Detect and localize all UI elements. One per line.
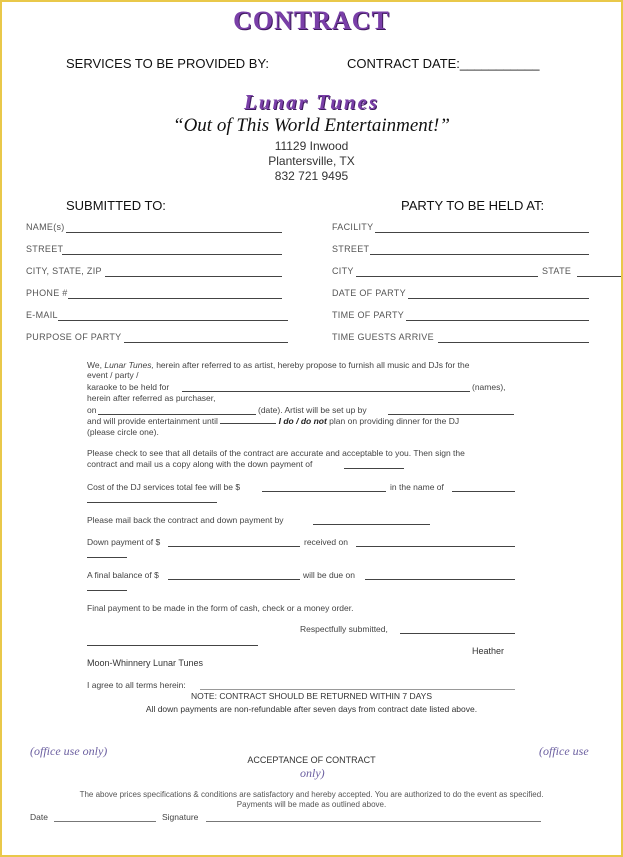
due-on-label: will be due on: [303, 570, 355, 580]
down-payment-continued-line[interactable]: [87, 557, 127, 558]
nonrefundable-note: All down payments are non-refundable after seven days from contract date listed above.: [145, 704, 478, 714]
facility-street-input-line[interactable]: [370, 254, 589, 255]
signature-label: Signature: [162, 812, 199, 822]
time-guests-arrive-input-line[interactable]: [438, 342, 589, 343]
intro-we: We,: [87, 360, 102, 370]
date-label: Date: [30, 812, 48, 822]
due-on-input-line[interactable]: [365, 579, 515, 580]
mail-back-label: Please mail back the contract and down payment by: [87, 515, 284, 525]
final-payment-form: Final payment to be made in the form of cash, check or a money order.: [87, 603, 354, 613]
signer-full-name: Moon-Whinnery Lunar Tunes: [87, 658, 204, 668]
intro-karaoke: karaoke to be held for: [87, 382, 170, 392]
acceptance-text-line1: The above prices specifications & conditions are satisfactory and hereby accepted. You are authorized to do the event as specified.: [79, 790, 544, 799]
intro-circle-one: (please circle one).: [87, 427, 159, 437]
office-use-only-suffix: only): [300, 766, 325, 780]
field-label-date-of-party: DATE OF PARTY: [332, 288, 406, 298]
intro-on: on: [87, 405, 97, 415]
purpose-input-line[interactable]: [124, 342, 288, 343]
field-label-facility: FACILITY: [332, 222, 374, 232]
company-tagline: “Out of This World Entertainment!”: [173, 115, 450, 136]
document-title: CONTRACT: [233, 6, 390, 35]
received-on-label: received on: [304, 537, 348, 547]
company-address-line2: Plantersville, TX: [268, 154, 355, 168]
intro-purchaser: herein after referred as purchaser,: [87, 393, 216, 403]
field-label-name: NAME(s): [26, 222, 65, 232]
field-label-purpose: PURPOSE OF PARTY: [26, 332, 122, 342]
field-label-email: E-MAIL: [26, 310, 58, 320]
agree-signature-line[interactable]: [200, 689, 515, 690]
intro-dinner: plan on providing dinner for the DJ: [329, 416, 460, 426]
intro-do-do-not: I do / do not: [278, 416, 327, 426]
return-note: NOTE: CONTRACT SHOULD BE RETURNED WITHIN 7 DAYS: [190, 691, 432, 701]
final-balance-label: A final balance of $: [87, 570, 159, 580]
acceptance-date-line[interactable]: [54, 821, 156, 822]
facility-input-line[interactable]: [375, 232, 589, 233]
intro-text: herein after referred to as artist, hereby propose to furnish all music and DJs for the: [156, 360, 470, 370]
company-logo: Lunar Tunes: [243, 90, 379, 114]
setup-time-input-line[interactable]: [388, 414, 514, 415]
street-input-line[interactable]: [62, 254, 282, 255]
in-the-name-of-label: in the name of: [390, 482, 444, 492]
services-label: SERVICES TO BE PROVIDED BY:: [66, 56, 270, 71]
city-state-zip-input-line[interactable]: [105, 276, 282, 277]
time-of-party-input-line[interactable]: [406, 320, 589, 321]
respectfully-signature-line[interactable]: [400, 633, 515, 634]
company-phone: 832 721 9495: [274, 169, 349, 183]
mail-back-date-line[interactable]: [313, 524, 430, 525]
down-payment-amount-line[interactable]: [344, 468, 404, 469]
in-the-name-of-input-line[interactable]: [452, 491, 515, 492]
facility-city-input-line[interactable]: [356, 276, 538, 277]
respectfully-submitted: Respectfully submitted,: [300, 624, 388, 634]
final-balance-input-line[interactable]: [168, 579, 300, 580]
field-label-facility-street: STREET: [332, 244, 370, 254]
phone-input-line[interactable]: [68, 298, 282, 299]
intro-brand: Lunar Tunes,: [104, 360, 154, 370]
contract-date-label: CONTRACT DATE:___________: [347, 56, 540, 71]
intro-setup: (date). Artist will be set up by: [258, 405, 367, 415]
final-balance-continued-line[interactable]: [87, 590, 127, 591]
field-label-time-guests-arrive: TIME GUESTS ARRIVE: [332, 332, 434, 342]
field-label-time-of-party: TIME OF PARTY: [332, 310, 405, 320]
office-use-right: (office use: [539, 744, 589, 758]
intro-names-suffix: (names),: [472, 382, 506, 392]
until-time-input-line[interactable]: [220, 423, 276, 424]
facility-state-input-line[interactable]: [577, 276, 621, 277]
field-label-phone: PHONE #: [26, 288, 68, 298]
submitted-to-heading: SUBMITTED TO:: [66, 198, 166, 213]
signer-first-name: Heather: [472, 646, 505, 656]
email-input-line[interactable]: [58, 320, 288, 321]
down-payment-label: Down payment of $: [87, 537, 161, 547]
field-label-facility-state: STATE: [542, 266, 572, 276]
intro-entertain-until: [87, 416, 459, 426]
name-input-line[interactable]: [66, 232, 282, 233]
event-date-input-line[interactable]: [98, 414, 256, 415]
acceptance-heading: ACCEPTANCE OF CONTRACT: [247, 755, 376, 765]
intro-until-text: and will provide entertainment until: [87, 416, 218, 426]
down-payment-input-line[interactable]: [168, 546, 300, 547]
intro-event-party: event / party /: [87, 370, 139, 380]
date-of-party-input-line[interactable]: [408, 298, 589, 299]
check-details-line2: contract and mail us a copy along with the down payment of: [87, 459, 313, 469]
acceptance-signature-line[interactable]: [206, 821, 541, 822]
received-on-input-line[interactable]: [356, 546, 515, 547]
check-details-line1: Please check to see that all details of the contract are accurate and acceptable to you. Then sign the: [87, 448, 465, 458]
field-label-facility-city: CITY: [332, 266, 354, 276]
cost-continued-line[interactable]: [87, 502, 217, 503]
party-held-at-heading: PARTY TO BE HELD AT:: [401, 198, 545, 213]
purchaser-signature-line[interactable]: [87, 645, 258, 646]
cost-total-input-line[interactable]: [262, 491, 386, 492]
agree-terms-label: I agree to all terms herein:: [87, 680, 186, 690]
intro-paragraph-line1: [87, 360, 469, 370]
cost-total-label: Cost of the DJ services total fee will be $: [87, 482, 241, 492]
office-use-left: (office use only): [30, 744, 108, 758]
names-input-line[interactable]: [182, 391, 470, 392]
field-label-city-state-zip: CITY, STATE, ZIP: [26, 266, 102, 276]
acceptance-text-line2: Payments will be made as outlined above.: [236, 800, 387, 809]
company-address-line1: 11129 Inwood: [274, 139, 349, 153]
field-label-street: STREET: [26, 244, 64, 254]
